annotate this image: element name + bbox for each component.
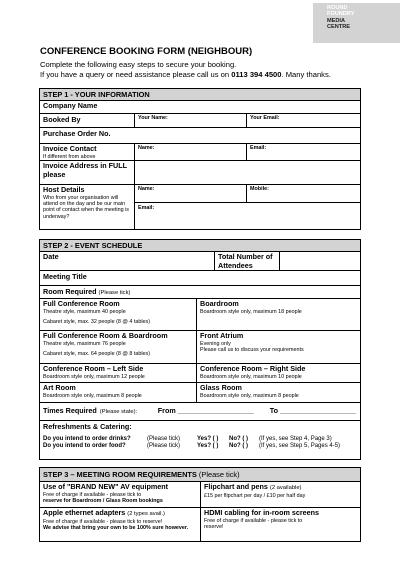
invoice-address-field[interactable] [135,161,360,184]
room-desc: Boardroom style only, maximum 8 people [200,392,299,399]
room-option-front-atrium[interactable] [197,331,360,363]
form-title: CONFERENCE BOOKING FORM (NEIGHBOUR) [40,46,253,57]
requirement-name: Apple ethernet adapters [43,508,126,517]
intro-line-2 [40,70,331,80]
room-desc: Boardroom style only, maximum 10 people [200,373,302,380]
room-required-row [40,286,360,299]
times-required-field[interactable] [40,403,360,420]
invoice-contact-title: Invoice Contact [43,144,97,153]
meeting-title-field[interactable]: Meeting Title [43,272,87,281]
room-row-4 [40,383,360,403]
host-details-title: Host Details [43,185,85,194]
requirement-name: Flipchart and pens [204,482,268,491]
host-email-field[interactable]: Email: [138,205,155,211]
requirement-flipchart[interactable] [201,482,360,507]
host-name-field[interactable]: Name: [135,185,247,202]
room-name: Full Conference Room [43,299,120,308]
food-question-row [43,443,357,451]
refreshments-block [40,421,360,459]
host-details-label [40,185,135,229]
room-desc-2: Cabaret style, max. 32 people (8 @ 4 tables) [43,319,151,325]
requirement-title [43,509,197,519]
host-fields [135,185,360,229]
refreshments-label: Refreshments & Catering: [43,422,132,431]
drinks-note: (If yes, see Step 4, Page 3) [259,435,332,442]
room-desc: Boardroom style only, maximum 8 people [43,392,142,399]
logo-line: FOUNDRY [327,11,355,18]
attendees-label: Total Number of Attendees [215,252,280,270]
room-option-right-side[interactable] [197,364,360,382]
room-row-3 [40,364,360,383]
food-no-checkbox[interactable]: No? ( ) [229,443,248,450]
your-name-field[interactable]: Your Name: [135,114,247,127]
logo [313,3,400,43]
step3-heading-title: STEP 3 – MEETING ROOM REQUIREMENTS [43,470,197,479]
host-details-row [40,185,360,229]
booked-by-label: Booked By [40,114,135,127]
logo-line: MEDIA [327,17,346,24]
food-please-tick: (Please tick) [147,443,181,450]
requirement-desc-2: We advise that bring your own to be 100% sure however. [43,525,189,531]
food-question: Do you intend to order food? [43,443,126,450]
step1-heading: STEP 1 - YOUR INFORMATION [40,89,360,101]
room-desc-2: Please call us to discuss your requirements [200,347,304,353]
step1-section [39,88,361,230]
times-row [40,403,360,421]
company-name-field[interactable]: Company Name [43,101,98,110]
requirement-note: (2 types avail.) [127,511,165,517]
invoice-address-label: Invoice Address in FULL please [40,161,135,184]
requirement-title [204,483,357,493]
times-required-label: Times Required [43,406,97,416]
invoice-contact-note: If different from above [43,153,96,160]
host-details-note: Who from your organisation will attend on the day and be our main point of contact when the meeting is underway? [43,194,130,220]
requirement-desc: Free of charge if available - please tick to [204,517,303,524]
requirement-apple-adapters[interactable] [40,508,201,541]
room-desc: Boardroom style only, maximum 12 people [43,373,145,380]
intro-line-2-post: . Many thanks. [281,70,331,79]
food-yes-checkbox[interactable]: Yes? ( ) [197,443,219,450]
drinks-yes-checkbox[interactable]: Yes? ( ) [197,435,219,442]
room-option-art-room[interactable] [40,383,197,402]
step3-heading-note: (Please tick) [198,470,240,479]
room-name: Full Conference Room & Boardroom [43,331,168,340]
time-to-field[interactable]: To ___________________ [269,406,356,416]
booked-by-row [40,114,360,128]
company-name-row [40,101,360,114]
room-name: Glass Room [200,383,242,392]
intro-line-2-pre: If you have a query or need assistance please call us on [40,70,232,79]
invoice-address-row [40,161,360,185]
requirement-desc-2: reserve for Boardroom / Glass Room bookings [43,498,163,504]
requirement-note: (2 available) [269,485,302,491]
food-note: (If yes, see Step 5, Pages 4-5) [259,443,341,450]
room-row-2 [40,331,360,364]
room-desc-2: Cabaret style, max. 64 people (8 @ 8 tables) [43,351,151,357]
requirement-desc: £15 per flipchart per day / £10 per half day [204,492,306,499]
requirement-name: Use of "BRAND NEW" AV equipment [43,482,169,491]
attendees-field[interactable] [280,252,360,270]
room-option-left-side[interactable] [40,364,197,382]
requirements-row-1 [40,482,360,508]
phone-number: 0113 394 4500 [231,70,282,79]
time-from-field[interactable]: From ___________________ [157,406,254,416]
requirement-desc-2: reserve! [204,524,224,530]
room-desc: Evening only [200,340,231,347]
intro-line-1: Complete the following easy steps to secure your booking. [40,60,237,69]
room-name: Art Room [43,383,76,392]
logo-line: ROUND [327,5,348,11]
intro-text [40,60,331,80]
step2-section [39,239,361,460]
invoice-email-field[interactable]: Email: [250,145,267,151]
step2-heading: STEP 2 - EVENT SCHEDULE [40,240,360,252]
date-field[interactable]: Date [40,252,215,270]
room-name: Conference Room – Left Side [43,364,144,373]
room-name: Front Atrium [200,331,244,340]
room-required-label [40,286,360,298]
drinks-question: Do you intend to order drinks? [43,435,131,442]
drinks-please-tick: (Please tick) [147,435,181,442]
date-row [40,252,360,271]
requirement-hdmi-cabling[interactable] [201,508,360,541]
requirements-row-2 [40,508,360,541]
requirement-av-equipment[interactable] [40,482,201,507]
step3-section [39,467,361,542]
room-option-full-conference[interactable] [40,299,197,330]
requirement-desc: Free of charge if available - please tick to reserve! [43,518,163,525]
host-mobile-field[interactable]: Mobile: [250,186,269,192]
room-required-title: Room Required [43,287,97,296]
meeting-title-row [40,271,360,286]
requirement-name: HDMI cabling for in-room screens [204,508,320,517]
room-option-boardroom[interactable] [197,299,360,330]
invoice-name-field[interactable]: Name: [135,144,247,160]
drinks-no-checkbox[interactable]: No? ( ) [229,435,248,442]
refreshments-row [40,421,360,459]
logo-line: CENTRE [327,24,350,31]
requirement-desc: Free of charge if available - please tick to [43,491,142,498]
room-row-1 [40,299,360,331]
purchase-order-field[interactable]: Purchase Order No. [43,129,111,138]
room-name: Boardroom [200,299,239,308]
purchase-order-row [40,128,360,144]
room-desc: Boardroom style only, maximum 18 people [200,308,302,315]
invoice-contact-label [40,144,135,160]
host-name-mobile-row [135,185,360,203]
room-required-note: (Please tick) [98,290,131,296]
room-option-full-conference-boardroom[interactable] [40,331,197,363]
room-name: Conference Room – Right Side [200,364,306,373]
invoice-contact-row [40,144,360,161]
room-option-glass-room[interactable] [197,383,360,402]
room-desc: Theatre style, maximum 40 people [43,308,126,315]
step3-heading [40,468,360,482]
room-desc: Theatre style, maximum 76 people [43,340,126,347]
times-required-note: (Please state): [99,408,138,415]
drinks-question-row [43,436,357,444]
your-email-field[interactable]: Your Email: [250,115,280,121]
